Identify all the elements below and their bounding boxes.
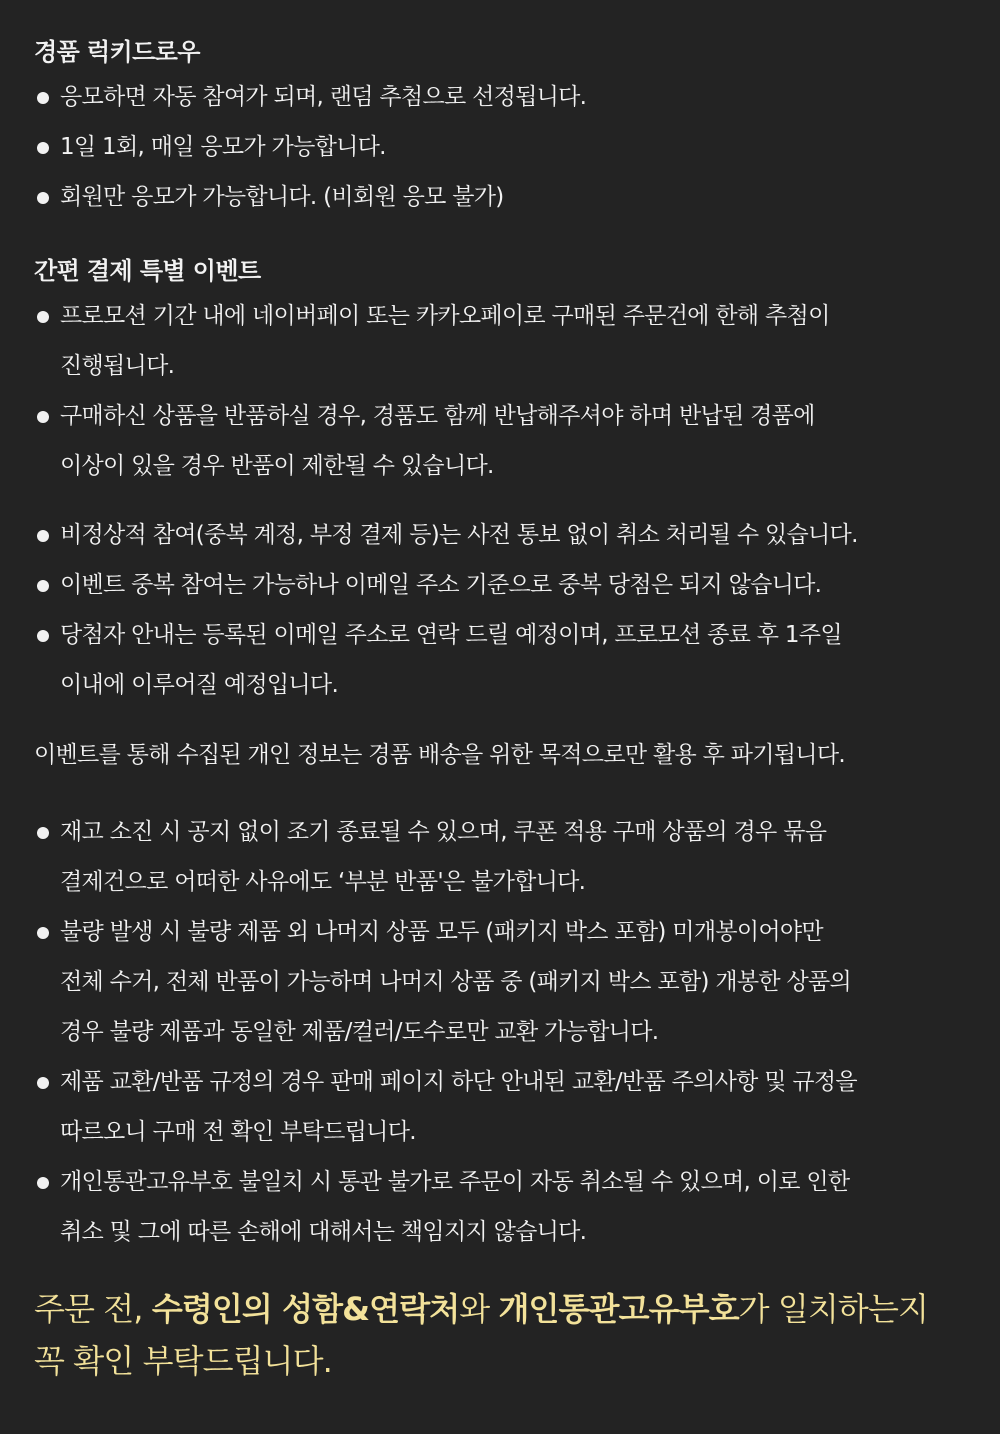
order-check-notice <box>34 1283 966 1387</box>
list-item: 비정상적 참여(중복 계정, 부정 결제 등)는 사전 통보 없이 취소 처리될 수 있습니다. <box>34 510 966 560</box>
list-item: 구매하신 상품을 반품하실 경우, 경품도 함께 반납해주셔야 하며 반납된 경품에 이상이 있을 경우 반품이 제한될 수 있습니다. <box>34 391 966 491</box>
order-check-notice-line-1: 주문 전, 수령인의 성함&연락처와 개인통관고유부호가 일치하는지 <box>34 1290 928 1328</box>
bullet-icon <box>37 630 49 642</box>
order-check-notice-line-2: 꼭 확인 부탁드립니다. <box>34 1342 332 1380</box>
easy-pay-list <box>34 291 966 489</box>
list-item: 프로모션 기간 내에 네이버페이 또는 카카오페이로 구매된 주문건에 한해 추첨이 진행됩니다. <box>34 291 966 391</box>
customs-code-emphasis: 개인통관고유부호 <box>498 1290 739 1328</box>
list-item: 불량 발생 시 불량 제품 외 나머지 상품 모두 (패키지 박스 포함) 미개봉이어야만 전체 수거, 전체 반품이 가능하며 나머지 상품 중 (패키지 박스 포함) 개봉한 상품의 경우 불량 제품과 동일한 제품/컬러/도수로만 교환 가능합니다. <box>34 907 966 1057</box>
easy-pay-title: 간편 결제 특별 이벤트 <box>34 257 261 285</box>
bullet-icon <box>37 1077 49 1089</box>
recipient-info-emphasis: 수령인의 성함&연락처 <box>151 1290 460 1328</box>
bullet-icon <box>37 92 49 104</box>
list-item: 제품 교환/반품 규정의 경우 판매 페이지 하단 안내된 교환/반품 주의사항 및 규정을 따르오니 구매 전 확인 부탁드립니다. <box>34 1057 966 1157</box>
lucky-draw-list <box>34 72 966 222</box>
bullet-icon <box>37 580 49 592</box>
list-item: 이벤트 중복 참여는 가능하나 이메일 주소 기준으로 중복 당첨은 되지 않습니다. <box>34 560 966 610</box>
lucky-draw-section <box>34 32 966 236</box>
bullet-icon <box>37 311 49 323</box>
bullet-icon <box>37 192 49 204</box>
bullet-icon <box>37 530 49 542</box>
list-item: 개인통관고유부호 불일치 시 통관 불가로 주문이 자동 취소될 수 있으며, 이로 인한 취소 및 그에 따른 손해에 대해서는 책임지지 않습니다. <box>34 1157 966 1257</box>
bullet-icon <box>37 827 49 839</box>
list-item: 응모하면 자동 참여가 되며, 랜덤 추첨으로 선정됩니다. <box>34 72 966 122</box>
bullet-icon <box>37 1177 49 1189</box>
list-item: 1일 1회, 매일 응모가 가능합니다. <box>34 122 966 172</box>
easy-pay-section <box>34 251 966 489</box>
policy-notice-list <box>34 807 966 1257</box>
bullet-icon <box>37 142 49 154</box>
misc-notice-list <box>34 510 966 710</box>
list-item: 당첨자 안내는 등록된 이메일 주소로 연락 드릴 예정이며, 프로모션 종료 후 1주일 이내에 이루어질 예정입니다. <box>34 610 966 710</box>
lucky-draw-title: 경품 럭키드로우 <box>34 38 200 66</box>
list-item: 재고 소진 시 공지 없이 조기 종료될 수 있으며, 쿠폰 적용 구매 상품의 경우 묶음 결제건으로 어떠한 사유에도 ‘부분 반품'은 불가합니다. <box>34 807 966 907</box>
bullet-icon <box>37 927 49 939</box>
list-item: 회원만 응모가 가능합니다. (비회원 응모 불가) <box>34 172 966 222</box>
bullet-icon <box>37 411 49 423</box>
privacy-notice: 이벤트를 통해 수집된 개인 정보는 경품 배송을 위한 목적으로만 활용 후 파기됩니다. <box>34 742 845 768</box>
